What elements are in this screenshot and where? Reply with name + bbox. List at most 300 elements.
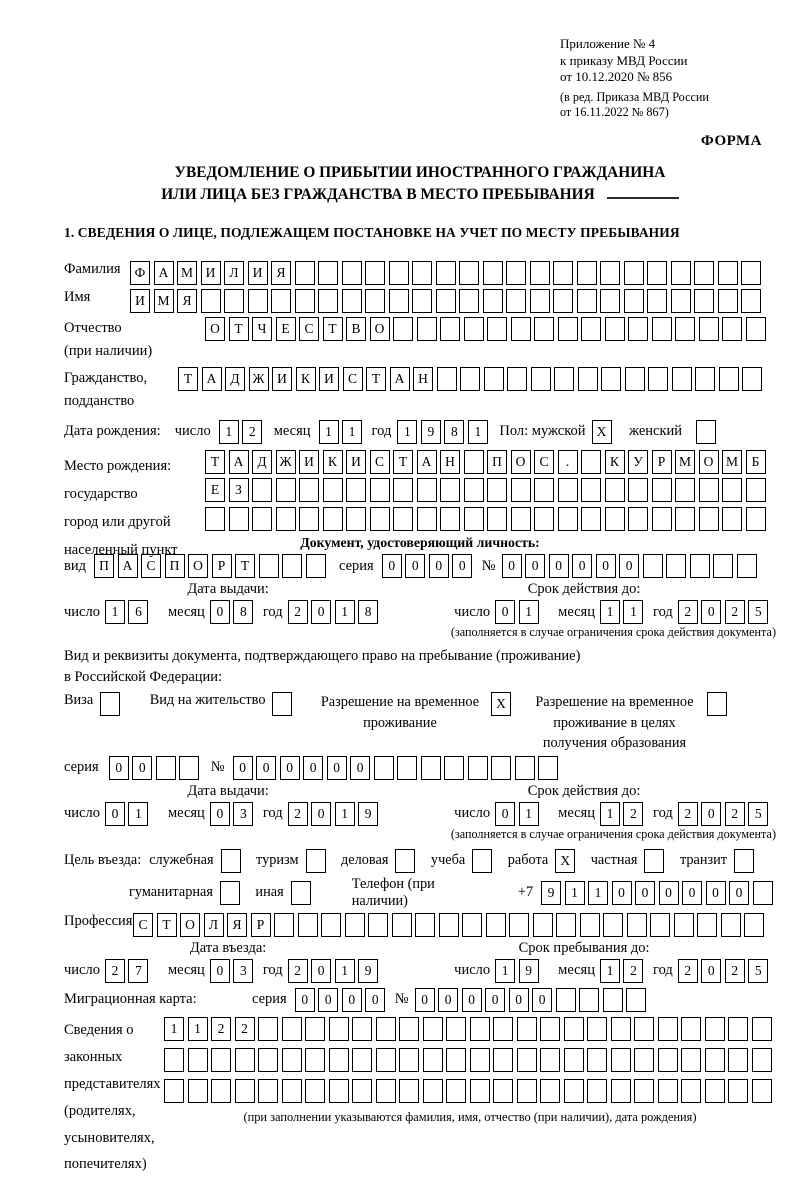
char-cell[interactable]: Л [204, 913, 224, 937]
char-cell[interactable] [201, 289, 221, 313]
char-cell[interactable] [464, 450, 484, 474]
char-cell[interactable] [393, 478, 413, 502]
char-cell[interactable]: 0 [549, 554, 569, 578]
char-cell[interactable]: 0 [365, 988, 385, 1012]
char-cell[interactable]: 0 [495, 600, 515, 624]
char-cell[interactable] [564, 1048, 584, 1072]
char-cell[interactable]: 1 [600, 802, 620, 826]
char-cell[interactable] [439, 913, 459, 937]
char-cell[interactable]: И [201, 261, 221, 285]
char-cell[interactable]: 0 [429, 554, 449, 578]
char-cell[interactable] [459, 261, 479, 285]
char-cell[interactable] [389, 289, 409, 313]
purpose-study-checkbox[interactable] [472, 849, 492, 873]
purpose-other-checkbox[interactable] [291, 881, 311, 905]
char-cell[interactable]: 0 [405, 554, 425, 578]
char-cell[interactable] [699, 478, 719, 502]
char-cell[interactable]: 0 [572, 554, 592, 578]
char-cell[interactable]: Д [225, 367, 245, 391]
char-cell[interactable] [346, 478, 366, 502]
char-cell[interactable] [534, 478, 554, 502]
char-cell[interactable] [718, 289, 738, 313]
char-cell[interactable] [464, 478, 484, 502]
char-cell[interactable]: 7 [128, 959, 148, 983]
char-cell[interactable]: 0 [210, 802, 230, 826]
char-cell[interactable] [517, 1079, 537, 1103]
char-cell[interactable] [752, 1079, 772, 1103]
char-cell[interactable]: 2 [725, 600, 745, 624]
char-cell[interactable]: 0 [701, 959, 721, 983]
char-cell[interactable] [224, 289, 244, 313]
char-cell[interactable]: А [154, 261, 174, 285]
char-cell[interactable] [258, 1017, 278, 1041]
char-cell[interactable]: Н [413, 367, 433, 391]
char-cell[interactable]: 1 [188, 1017, 208, 1041]
char-cell[interactable] [581, 450, 601, 474]
char-cell[interactable]: 2 [678, 600, 698, 624]
char-cell[interactable] [634, 1048, 654, 1072]
char-cell[interactable] [417, 317, 437, 341]
char-cell[interactable] [276, 507, 296, 531]
char-cell[interactable] [365, 289, 385, 313]
char-cell[interactable]: 8 [233, 600, 253, 624]
char-cell[interactable] [323, 478, 343, 502]
char-cell[interactable] [540, 1048, 560, 1072]
char-cell[interactable]: З [229, 478, 249, 502]
char-cell[interactable] [423, 1079, 443, 1103]
char-cell[interactable] [397, 756, 417, 780]
char-cell[interactable] [671, 289, 691, 313]
char-cell[interactable]: 9 [358, 959, 378, 983]
char-cell[interactable]: 2 [623, 802, 643, 826]
char-cell[interactable] [509, 913, 529, 937]
char-cell[interactable] [517, 1017, 537, 1041]
char-cell[interactable] [658, 1079, 678, 1103]
char-cell[interactable] [742, 367, 762, 391]
char-cell[interactable] [446, 1017, 466, 1041]
char-cell[interactable] [647, 261, 667, 285]
char-cell[interactable] [675, 478, 695, 502]
char-cell[interactable]: 0 [311, 959, 331, 983]
char-cell[interactable]: А [390, 367, 410, 391]
char-cell[interactable] [235, 1048, 255, 1072]
char-cell[interactable] [580, 913, 600, 937]
char-cell[interactable]: М [722, 450, 742, 474]
char-cell[interactable] [647, 289, 667, 313]
char-cell[interactable]: 2 [105, 959, 125, 983]
char-cell[interactable] [464, 317, 484, 341]
char-cell[interactable] [470, 1079, 490, 1103]
char-cell[interactable] [652, 507, 672, 531]
char-cell[interactable] [399, 1017, 419, 1041]
char-cell[interactable] [399, 1048, 419, 1072]
char-cell[interactable]: 0 [350, 756, 370, 780]
char-cell[interactable]: А [229, 450, 249, 474]
char-cell[interactable] [611, 1017, 631, 1041]
char-cell[interactable]: 0 [311, 802, 331, 826]
char-cell[interactable]: К [605, 450, 625, 474]
char-cell[interactable] [318, 261, 338, 285]
char-cell[interactable] [554, 367, 574, 391]
char-cell[interactable]: Я [177, 289, 197, 313]
char-cell[interactable]: О [188, 554, 208, 578]
char-cell[interactable] [556, 913, 576, 937]
char-cell[interactable]: 1 [519, 802, 539, 826]
char-cell[interactable] [423, 1048, 443, 1072]
char-cell[interactable]: И [130, 289, 150, 313]
char-cell[interactable]: С [141, 554, 161, 578]
char-cell[interactable] [305, 1079, 325, 1103]
char-cell[interactable]: 2 [211, 1017, 231, 1041]
char-cell[interactable] [376, 1048, 396, 1072]
char-cell[interactable] [440, 317, 460, 341]
char-cell[interactable]: С [133, 913, 153, 937]
char-cell[interactable]: 2 [678, 959, 698, 983]
char-cell[interactable]: 0 [701, 802, 721, 826]
char-cell[interactable] [600, 289, 620, 313]
char-cell[interactable]: 2 [678, 802, 698, 826]
char-cell[interactable] [282, 1079, 302, 1103]
char-cell[interactable] [412, 289, 432, 313]
char-cell[interactable]: С [370, 450, 390, 474]
char-cell[interactable] [603, 988, 623, 1012]
char-cell[interactable]: 0 [635, 881, 655, 905]
char-cell[interactable]: 1 [397, 420, 417, 444]
char-cell[interactable]: А [202, 367, 222, 391]
purpose-business-checkbox[interactable] [395, 849, 415, 873]
char-cell[interactable] [611, 1048, 631, 1072]
char-cell[interactable] [376, 1079, 396, 1103]
char-cell[interactable]: 1 [600, 600, 620, 624]
char-cell[interactable] [493, 1079, 513, 1103]
char-cell[interactable] [306, 554, 326, 578]
char-cell[interactable] [342, 289, 362, 313]
purpose-transit-checkbox[interactable] [734, 849, 754, 873]
char-cell[interactable] [746, 478, 766, 502]
char-cell[interactable] [671, 261, 691, 285]
char-cell[interactable] [752, 1017, 772, 1041]
char-cell[interactable] [699, 317, 719, 341]
char-cell[interactable] [235, 1079, 255, 1103]
char-cell[interactable]: 0 [109, 756, 129, 780]
purpose-work-checkbox[interactable]: X [555, 849, 575, 873]
char-cell[interactable] [329, 1079, 349, 1103]
char-cell[interactable] [370, 507, 390, 531]
char-cell[interactable]: . [558, 450, 578, 474]
char-cell[interactable] [459, 289, 479, 313]
char-cell[interactable] [305, 1017, 325, 1041]
temp-residence-checkbox[interactable]: X [491, 692, 511, 716]
char-cell[interactable]: 3 [233, 959, 253, 983]
char-cell[interactable] [423, 1017, 443, 1041]
char-cell[interactable] [674, 913, 694, 937]
char-cell[interactable] [415, 913, 435, 937]
char-cell[interactable] [323, 507, 343, 531]
char-cell[interactable]: 1 [219, 420, 239, 444]
char-cell[interactable]: У [628, 450, 648, 474]
char-cell[interactable] [259, 554, 279, 578]
char-cell[interactable]: 0 [256, 756, 276, 780]
char-cell[interactable] [258, 1079, 278, 1103]
char-cell[interactable] [345, 913, 365, 937]
char-cell[interactable]: 1 [468, 420, 488, 444]
char-cell[interactable]: 9 [519, 959, 539, 983]
char-cell[interactable]: Т [178, 367, 198, 391]
char-cell[interactable] [648, 367, 668, 391]
char-cell[interactable]: 5 [748, 802, 768, 826]
char-cell[interactable] [721, 913, 741, 937]
char-cell[interactable] [506, 261, 526, 285]
char-cell[interactable] [211, 1079, 231, 1103]
char-cell[interactable]: Ж [249, 367, 269, 391]
char-cell[interactable] [627, 913, 647, 937]
char-cell[interactable]: 1 [495, 959, 515, 983]
char-cell[interactable]: Д [252, 450, 272, 474]
char-cell[interactable] [705, 1048, 725, 1072]
char-cell[interactable] [205, 507, 225, 531]
char-cell[interactable]: Е [276, 317, 296, 341]
char-cell[interactable]: 2 [623, 959, 643, 983]
char-cell[interactable]: 3 [233, 802, 253, 826]
char-cell[interactable] [446, 1079, 466, 1103]
char-cell[interactable] [601, 367, 621, 391]
char-cell[interactable] [436, 289, 456, 313]
char-cell[interactable]: И [319, 367, 339, 391]
char-cell[interactable] [728, 1017, 748, 1041]
char-cell[interactable] [728, 1048, 748, 1072]
char-cell[interactable]: Б [746, 450, 766, 474]
char-cell[interactable]: 0 [311, 600, 331, 624]
char-cell[interactable] [318, 289, 338, 313]
char-cell[interactable]: 0 [619, 554, 639, 578]
char-cell[interactable] [628, 317, 648, 341]
char-cell[interactable]: П [487, 450, 507, 474]
char-cell[interactable]: 2 [725, 802, 745, 826]
char-cell[interactable] [329, 1048, 349, 1072]
char-cell[interactable] [156, 756, 176, 780]
char-cell[interactable] [752, 1048, 772, 1072]
char-cell[interactable]: 1 [335, 802, 355, 826]
sex-male-checkbox[interactable]: X [592, 420, 612, 444]
purpose-private-checkbox[interactable] [644, 849, 664, 873]
char-cell[interactable]: Т [235, 554, 255, 578]
purpose-official-checkbox[interactable] [221, 849, 241, 873]
visa-checkbox[interactable] [100, 692, 120, 716]
char-cell[interactable]: 0 [532, 988, 552, 1012]
char-cell[interactable]: 1 [565, 881, 585, 905]
char-cell[interactable] [346, 507, 366, 531]
char-cell[interactable]: 0 [485, 988, 505, 1012]
char-cell[interactable]: 9 [541, 881, 561, 905]
char-cell[interactable] [577, 289, 597, 313]
char-cell[interactable] [556, 988, 576, 1012]
char-cell[interactable]: Т [366, 367, 386, 391]
char-cell[interactable]: О [205, 317, 225, 341]
char-cell[interactable] [470, 1017, 490, 1041]
char-cell[interactable] [658, 1017, 678, 1041]
char-cell[interactable] [605, 317, 625, 341]
char-cell[interactable]: Р [251, 913, 271, 937]
char-cell[interactable] [483, 261, 503, 285]
char-cell[interactable]: Т [229, 317, 249, 341]
char-cell[interactable]: 6 [128, 600, 148, 624]
char-cell[interactable]: 9 [421, 420, 441, 444]
char-cell[interactable] [538, 756, 558, 780]
char-cell[interactable] [321, 913, 341, 937]
char-cell[interactable] [487, 507, 507, 531]
char-cell[interactable]: 0 [659, 881, 679, 905]
char-cell[interactable] [719, 367, 739, 391]
char-cell[interactable]: 8 [358, 600, 378, 624]
char-cell[interactable] [737, 554, 757, 578]
char-cell[interactable]: 5 [748, 600, 768, 624]
char-cell[interactable] [276, 478, 296, 502]
char-cell[interactable] [658, 1048, 678, 1072]
char-cell[interactable] [352, 1079, 372, 1103]
char-cell[interactable] [587, 1048, 607, 1072]
char-cell[interactable] [487, 478, 507, 502]
char-cell[interactable]: М [154, 289, 174, 313]
char-cell[interactable] [744, 913, 764, 937]
char-cell[interactable] [753, 881, 773, 905]
char-cell[interactable] [468, 756, 488, 780]
char-cell[interactable]: 1 [519, 600, 539, 624]
char-cell[interactable] [531, 367, 551, 391]
char-cell[interactable] [417, 507, 437, 531]
char-cell[interactable] [446, 1048, 466, 1072]
char-cell[interactable] [722, 478, 742, 502]
char-cell[interactable] [211, 1048, 231, 1072]
char-cell[interactable] [436, 261, 456, 285]
char-cell[interactable] [564, 1079, 584, 1103]
char-cell[interactable]: И [346, 450, 366, 474]
char-cell[interactable] [421, 756, 441, 780]
sex-female-checkbox[interactable] [696, 420, 716, 444]
char-cell[interactable] [626, 988, 646, 1012]
char-cell[interactable] [722, 317, 742, 341]
char-cell[interactable]: Т [157, 913, 177, 937]
char-cell[interactable] [248, 289, 268, 313]
char-cell[interactable] [587, 1079, 607, 1103]
char-cell[interactable]: В [346, 317, 366, 341]
char-cell[interactable] [299, 478, 319, 502]
char-cell[interactable]: П [94, 554, 114, 578]
char-cell[interactable] [506, 289, 526, 313]
char-cell[interactable]: 2 [288, 600, 308, 624]
char-cell[interactable] [282, 1017, 302, 1041]
char-cell[interactable] [697, 913, 717, 937]
purpose-tourism-checkbox[interactable] [306, 849, 326, 873]
char-cell[interactable] [625, 367, 645, 391]
char-cell[interactable] [282, 554, 302, 578]
char-cell[interactable] [464, 507, 484, 531]
purpose-humanitarian-checkbox[interactable] [220, 881, 240, 905]
char-cell[interactable] [299, 507, 319, 531]
char-cell[interactable]: 0 [105, 802, 125, 826]
char-cell[interactable]: 1 [105, 600, 125, 624]
char-cell[interactable] [564, 1017, 584, 1041]
char-cell[interactable]: 1 [588, 881, 608, 905]
char-cell[interactable]: А [118, 554, 138, 578]
char-cell[interactable] [188, 1079, 208, 1103]
char-cell[interactable] [440, 478, 460, 502]
char-cell[interactable]: О [511, 450, 531, 474]
char-cell[interactable] [666, 554, 686, 578]
char-cell[interactable] [229, 507, 249, 531]
char-cell[interactable] [603, 913, 623, 937]
char-cell[interactable] [741, 261, 761, 285]
char-cell[interactable]: 8 [444, 420, 464, 444]
char-cell[interactable] [624, 289, 644, 313]
char-cell[interactable] [695, 367, 715, 391]
char-cell[interactable]: 0 [415, 988, 435, 1012]
char-cell[interactable] [342, 261, 362, 285]
char-cell[interactable]: 1 [623, 600, 643, 624]
char-cell[interactable]: М [675, 450, 695, 474]
char-cell[interactable] [579, 988, 599, 1012]
char-cell[interactable]: 0 [438, 988, 458, 1012]
char-cell[interactable] [681, 1079, 701, 1103]
char-cell[interactable]: 0 [342, 988, 362, 1012]
char-cell[interactable] [164, 1079, 184, 1103]
char-cell[interactable]: 0 [612, 881, 632, 905]
char-cell[interactable] [540, 1017, 560, 1041]
char-cell[interactable] [587, 1017, 607, 1041]
char-cell[interactable]: 0 [706, 881, 726, 905]
char-cell[interactable]: М [177, 261, 197, 285]
char-cell[interactable]: 1 [128, 802, 148, 826]
char-cell[interactable]: 1 [600, 959, 620, 983]
char-cell[interactable] [699, 507, 719, 531]
char-cell[interactable] [491, 756, 511, 780]
char-cell[interactable]: 0 [210, 600, 230, 624]
char-cell[interactable] [746, 507, 766, 531]
char-cell[interactable]: 0 [233, 756, 253, 780]
char-cell[interactable] [581, 507, 601, 531]
char-cell[interactable]: 1 [335, 600, 355, 624]
char-cell[interactable]: С [299, 317, 319, 341]
residence-permit-checkbox[interactable] [272, 692, 292, 716]
char-cell[interactable] [534, 507, 554, 531]
char-cell[interactable]: 2 [288, 959, 308, 983]
char-cell[interactable] [252, 507, 272, 531]
char-cell[interactable]: Т [205, 450, 225, 474]
char-cell[interactable]: С [534, 450, 554, 474]
char-cell[interactable] [417, 478, 437, 502]
char-cell[interactable] [393, 507, 413, 531]
char-cell[interactable]: 1 [335, 959, 355, 983]
char-cell[interactable] [728, 1079, 748, 1103]
char-cell[interactable]: 2 [725, 959, 745, 983]
char-cell[interactable]: 0 [210, 959, 230, 983]
char-cell[interactable] [484, 367, 504, 391]
char-cell[interactable] [713, 554, 733, 578]
char-cell[interactable] [444, 756, 464, 780]
char-cell[interactable] [558, 317, 578, 341]
char-cell[interactable] [600, 261, 620, 285]
char-cell[interactable]: 9 [358, 802, 378, 826]
char-cell[interactable] [690, 554, 710, 578]
char-cell[interactable] [258, 1048, 278, 1072]
char-cell[interactable]: Е [205, 478, 225, 502]
char-cell[interactable] [252, 478, 272, 502]
char-cell[interactable] [437, 367, 457, 391]
char-cell[interactable] [511, 507, 531, 531]
char-cell[interactable] [486, 913, 506, 937]
char-cell[interactable] [611, 1079, 631, 1103]
char-cell[interactable] [295, 261, 315, 285]
char-cell[interactable] [652, 478, 672, 502]
